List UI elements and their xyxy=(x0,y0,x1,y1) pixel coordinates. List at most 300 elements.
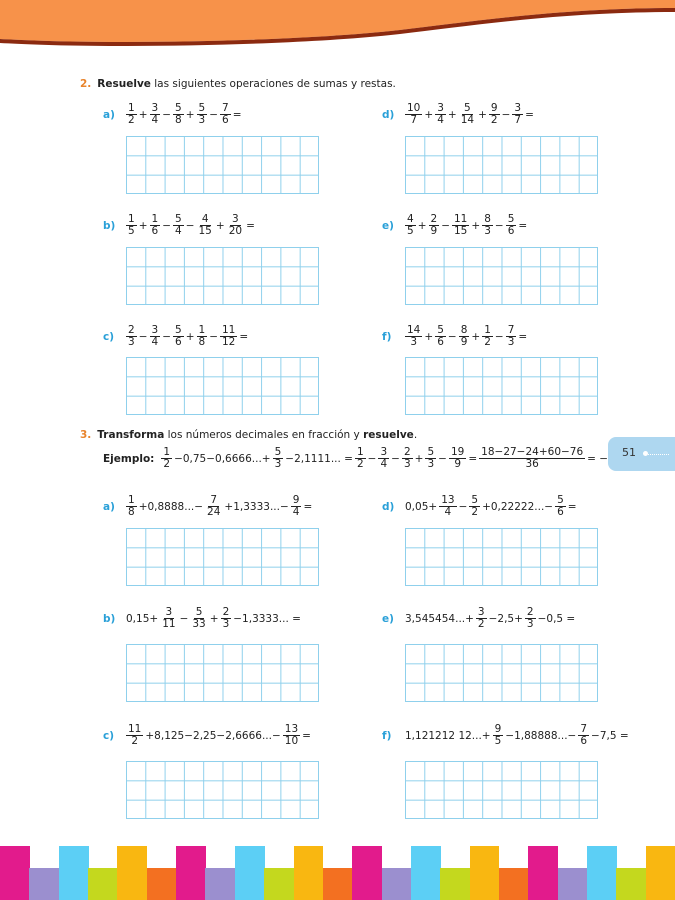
numerator: 2 xyxy=(430,213,438,225)
fraction xyxy=(506,214,517,237)
operator-text: = xyxy=(518,330,528,343)
operator-text: 3,545454...+ xyxy=(405,612,474,625)
item-expression xyxy=(404,325,528,348)
numerator: 1 xyxy=(151,213,159,225)
fraction xyxy=(126,103,137,126)
fraction xyxy=(439,495,456,518)
item-label: c) xyxy=(103,729,115,742)
denominator: 4 xyxy=(151,114,159,127)
exercise-2-heading xyxy=(80,78,396,90)
item-label: d) xyxy=(382,500,395,513)
numerator: 11 xyxy=(222,324,236,336)
operator-text: − xyxy=(494,330,504,343)
operator-text: +1,3333...− xyxy=(224,500,289,513)
operator-text: − xyxy=(494,219,504,232)
numerator: 1 xyxy=(163,446,171,458)
numerator: 2 xyxy=(403,446,411,458)
denominator: 6 xyxy=(557,506,564,519)
exercise-3-item-b xyxy=(103,607,302,630)
operator-text: + xyxy=(185,330,195,343)
denominator: 2 xyxy=(471,506,479,519)
denominator: 14 xyxy=(460,114,475,127)
fraction xyxy=(555,495,566,518)
fraction xyxy=(205,495,222,518)
numerator: 3 xyxy=(477,606,485,618)
denominator: 3 xyxy=(427,458,435,471)
denominator: 3 xyxy=(198,114,206,127)
operator-text: + xyxy=(215,219,225,232)
operator-text: + xyxy=(417,219,427,232)
denominator: 33 xyxy=(192,618,206,631)
denominator: 11 xyxy=(162,618,176,631)
denominator: 8 xyxy=(198,336,206,349)
answer-grid-3c[interactable] xyxy=(126,761,319,819)
denominator: 2 xyxy=(477,618,485,631)
operator-text: = − xyxy=(587,452,609,465)
denominator: 2 xyxy=(163,458,171,471)
denominator: 8 xyxy=(175,114,182,127)
strip-block xyxy=(499,868,529,900)
denominator: 5 xyxy=(128,225,135,238)
denominator: 6 xyxy=(151,225,159,238)
item-label: c) xyxy=(103,330,115,343)
fraction xyxy=(355,447,366,470)
denominator: 3 xyxy=(274,458,282,471)
fraction xyxy=(479,447,585,470)
denominator: 2 xyxy=(131,735,139,748)
strip-block xyxy=(264,868,294,900)
item-expression xyxy=(125,607,302,630)
fraction xyxy=(221,607,232,630)
operator-text: = xyxy=(567,500,577,513)
exercise-3-item-c xyxy=(103,724,312,747)
fraction xyxy=(197,103,208,126)
operator-text: 0,15+ xyxy=(126,612,159,625)
operator-text: + xyxy=(414,452,424,465)
denominator: 36 xyxy=(525,458,539,471)
denominator: 4 xyxy=(380,458,388,471)
strip-block xyxy=(440,868,470,900)
fraction xyxy=(190,607,207,630)
strip-block xyxy=(323,868,353,900)
denominator: 2 xyxy=(490,114,498,127)
operator-text: − xyxy=(441,219,450,232)
fraction xyxy=(220,325,237,348)
answer-grid-3a[interactable] xyxy=(126,528,319,586)
operator-text: − xyxy=(162,330,171,343)
operator-text: + xyxy=(209,612,219,625)
strip-block xyxy=(616,868,646,900)
numerator: 3 xyxy=(151,324,159,336)
fraction xyxy=(469,495,480,518)
strip-block xyxy=(411,846,441,900)
numerator: 1 xyxy=(198,324,206,336)
numerator: 11 xyxy=(454,213,468,225)
exercise-2-item-f xyxy=(382,325,528,348)
operator-text: −0,75−0,6666...+ xyxy=(174,452,271,465)
numerator: 11 xyxy=(128,723,142,735)
item-expression xyxy=(404,495,578,518)
numerator: 1 xyxy=(128,102,135,114)
item-label: e) xyxy=(382,219,394,232)
operator-text: − xyxy=(138,330,148,343)
item-label: f) xyxy=(382,729,392,742)
operator-text: − xyxy=(209,108,218,121)
denominator: 9 xyxy=(430,225,438,238)
operator-text: = xyxy=(239,330,249,343)
fraction xyxy=(150,214,161,237)
fraction xyxy=(405,103,422,126)
strip-block xyxy=(294,846,324,900)
strip-block xyxy=(29,868,59,900)
item-expression xyxy=(404,724,630,747)
denominator: 9 xyxy=(454,458,461,471)
strip-block xyxy=(470,846,500,900)
denominator: 3 xyxy=(410,336,418,349)
denominator: 3 xyxy=(403,458,411,471)
denominator: 9 xyxy=(460,336,468,349)
item-label: b) xyxy=(103,219,116,232)
denominator: 2 xyxy=(128,114,135,127)
denominator: 2 xyxy=(484,336,491,349)
fraction xyxy=(126,325,137,348)
strip-block xyxy=(558,868,588,900)
strip-block xyxy=(88,868,118,900)
fraction xyxy=(150,103,161,126)
denominator: 15 xyxy=(198,225,212,238)
fraction xyxy=(405,214,416,237)
denominator: 2 xyxy=(356,458,364,471)
numerator: 5 xyxy=(198,102,206,114)
numerator: 3 xyxy=(380,446,388,458)
exercise-2-verb: Resuelve xyxy=(97,78,151,90)
numerator: 5 xyxy=(175,324,182,336)
operator-text: − xyxy=(438,452,447,465)
operator-text: − xyxy=(185,219,195,232)
answer-grid-2c[interactable] xyxy=(126,357,319,415)
operator-text: + xyxy=(471,219,481,232)
fraction xyxy=(425,447,436,470)
denominator: 15 xyxy=(454,225,468,238)
numerator: 5 xyxy=(437,324,444,336)
strip-block xyxy=(176,846,206,900)
fraction xyxy=(161,447,172,470)
operator-text: = xyxy=(232,108,242,121)
operator-text: − xyxy=(391,452,400,465)
fraction xyxy=(429,214,440,237)
denominator: 7 xyxy=(410,114,418,127)
numerator: 4 xyxy=(407,213,414,225)
operator-text: −1,88888...− xyxy=(505,729,577,742)
exercise-3-item-a xyxy=(103,495,313,518)
exercise-3-item-d xyxy=(382,495,578,518)
operator-text: = xyxy=(468,452,478,465)
denominator: 3 xyxy=(526,618,534,631)
item-expression xyxy=(404,103,535,126)
answer-grid-3b[interactable] xyxy=(126,644,319,702)
fraction xyxy=(291,495,302,518)
fraction xyxy=(435,103,446,126)
numerator: 13 xyxy=(441,494,455,506)
fraction xyxy=(459,103,476,126)
answer-grid-2d[interactable] xyxy=(405,136,598,194)
numerator: 3 xyxy=(232,213,239,225)
operator-text: = xyxy=(246,219,255,232)
numerator: 9 xyxy=(490,102,498,114)
numerator: 10 xyxy=(407,102,421,114)
operator-text: − xyxy=(501,108,511,121)
numerator: 1 xyxy=(484,324,491,336)
operator-text: − xyxy=(162,108,171,121)
numerator: 8 xyxy=(484,213,491,225)
numerator: 7 xyxy=(210,494,218,506)
numerator: 8 xyxy=(460,324,468,336)
operator-text: + xyxy=(471,330,481,343)
fraction xyxy=(578,724,589,747)
fraction xyxy=(150,325,161,348)
denominator: 4 xyxy=(175,225,182,238)
answer-grid-2e[interactable] xyxy=(405,247,598,305)
exercise-3-heading xyxy=(80,429,417,441)
operator-text: 1,121212 12...+ xyxy=(405,729,491,742)
exercise-3-verb2: resuelve xyxy=(363,429,414,441)
example-expression xyxy=(160,447,628,470)
operator-text: = xyxy=(303,500,313,513)
strip-block xyxy=(147,868,177,900)
denominator: 7 xyxy=(514,114,522,127)
fraction xyxy=(482,214,493,237)
fraction xyxy=(402,447,413,470)
answer-grid-3d[interactable] xyxy=(405,528,598,586)
fraction xyxy=(160,607,177,630)
fraction xyxy=(173,103,184,126)
operator-text: = xyxy=(518,219,528,232)
numerator: 1 xyxy=(128,213,135,225)
fraction xyxy=(197,325,208,348)
operator-text: −0,5 = xyxy=(537,612,576,625)
numerator: 13 xyxy=(284,723,299,735)
operator-text: −7,5 = xyxy=(591,729,629,742)
item-expression xyxy=(125,724,312,747)
denominator: 6 xyxy=(175,336,182,349)
numerator: 5 xyxy=(175,213,182,225)
operator-text: = xyxy=(302,729,311,742)
top-banner xyxy=(0,0,675,60)
page-tab-dotted-line xyxy=(645,454,669,455)
denominator: 20 xyxy=(228,225,243,238)
item-expression xyxy=(125,214,256,237)
denominator: 5 xyxy=(494,735,502,748)
numerator: 19 xyxy=(450,446,465,458)
operator-text: − xyxy=(447,330,457,343)
denominator: 12 xyxy=(222,336,236,349)
item-label: b) xyxy=(103,612,116,625)
denominator: 6 xyxy=(222,114,229,127)
operator-text: −1,3333... = xyxy=(233,612,301,625)
denominator: 4 xyxy=(151,336,159,349)
denominator: 3 xyxy=(222,618,230,631)
strip-block xyxy=(205,868,235,900)
item-label: a) xyxy=(103,500,115,513)
numerator: 3 xyxy=(437,102,444,114)
fraction xyxy=(273,447,284,470)
operator-text: − xyxy=(458,500,468,513)
fraction xyxy=(482,325,493,348)
fraction xyxy=(126,724,143,747)
numerator: 5 xyxy=(274,446,282,458)
operator-text: − xyxy=(367,452,377,465)
operator-text: + xyxy=(138,108,148,121)
operator-text: = xyxy=(525,108,534,121)
answer-grid-2b[interactable] xyxy=(126,247,319,305)
item-expression xyxy=(125,325,249,348)
fraction xyxy=(512,103,523,126)
numerator: 5 xyxy=(195,606,203,618)
exercise-3-number: 3. xyxy=(80,429,92,441)
operator-text: + xyxy=(185,108,195,121)
answer-grid-3f[interactable] xyxy=(405,761,598,819)
answer-grid-2a[interactable] xyxy=(126,136,319,194)
strip-block xyxy=(235,846,265,900)
strip-block xyxy=(382,868,412,900)
fraction xyxy=(449,447,466,470)
strip-block xyxy=(352,846,382,900)
fraction xyxy=(283,724,300,747)
numerator: 5 xyxy=(471,494,479,506)
operator-text: − xyxy=(209,330,218,343)
operator-text: +0,8888...− xyxy=(138,500,204,513)
fraction xyxy=(126,495,137,518)
strip-block xyxy=(646,846,675,900)
denominator: 6 xyxy=(507,225,515,238)
answer-grid-2f[interactable] xyxy=(405,357,598,415)
denominator: 6 xyxy=(437,336,444,349)
denominator: 8 xyxy=(128,506,135,519)
numerator: 1 xyxy=(128,494,135,506)
numerator: 7 xyxy=(222,102,229,114)
numerator: 5 xyxy=(507,213,515,225)
fraction xyxy=(405,325,422,348)
denominator: 3 xyxy=(128,336,135,349)
numerator: 14 xyxy=(407,324,421,336)
strip-block xyxy=(587,846,617,900)
denominator: 3 xyxy=(484,225,491,238)
operator-text: +8,125−2,25−2,6666...− xyxy=(145,729,281,742)
item-label: d) xyxy=(382,108,395,121)
operator-text: + xyxy=(138,219,148,232)
numerator: 9 xyxy=(494,723,502,735)
fraction xyxy=(489,103,500,126)
numerator: 2 xyxy=(526,606,534,618)
fraction xyxy=(506,325,517,348)
exercise-3-end: . xyxy=(413,429,418,441)
item-expression xyxy=(125,495,313,518)
operator-text: −2,1111... = xyxy=(285,452,353,465)
exercise-3-verb: Transforma xyxy=(97,429,165,441)
exercise-2-number: 2. xyxy=(80,78,92,90)
denominator: 6 xyxy=(580,735,588,748)
exercise-3-item-e xyxy=(382,607,576,630)
operator-text: − xyxy=(162,219,171,232)
fraction xyxy=(126,214,137,237)
fraction xyxy=(173,325,184,348)
strip-block xyxy=(59,846,89,900)
operator-text: + xyxy=(447,108,457,121)
fraction xyxy=(173,214,184,237)
page-number: 51 xyxy=(622,446,636,459)
numerator: 9 xyxy=(292,494,300,506)
operator-text: −2,5+ xyxy=(488,612,523,625)
operator-text: + xyxy=(424,108,434,121)
numerator: 4 xyxy=(201,213,209,225)
exercise-3-instruction: los números decimales en fracción y xyxy=(167,429,360,441)
operator-text: + xyxy=(424,330,434,343)
numerator: 1 xyxy=(356,446,364,458)
exercise-2-item-d xyxy=(382,103,535,126)
exercise-2-item-b xyxy=(103,214,256,237)
item-expression xyxy=(404,607,576,630)
fraction xyxy=(227,214,244,237)
fraction xyxy=(378,447,389,470)
fraction xyxy=(525,607,536,630)
numerator: 3 xyxy=(151,102,159,114)
item-label: f) xyxy=(382,330,392,343)
operator-text: + xyxy=(478,108,487,121)
answer-grid-3e[interactable] xyxy=(405,644,598,702)
item-label: a) xyxy=(103,108,115,121)
bottom-color-strip xyxy=(0,846,675,900)
denominator: 10 xyxy=(284,735,299,748)
example-row xyxy=(103,447,628,470)
item-expression xyxy=(404,214,528,237)
numerator: 5 xyxy=(464,102,471,114)
item-label: e) xyxy=(382,612,394,625)
fraction xyxy=(493,724,504,747)
numerator: 18−27−24+60−76 xyxy=(481,446,584,458)
exercise-3-item-f xyxy=(382,724,630,747)
strip-block xyxy=(528,846,558,900)
operator-text: 0,05+ xyxy=(405,500,438,513)
numerator: 7 xyxy=(580,723,588,735)
numerator: 2 xyxy=(222,606,230,618)
operator-text: +0,22222...− xyxy=(482,500,554,513)
numerator: 3 xyxy=(165,606,173,618)
numerator: 5 xyxy=(427,446,435,458)
fraction xyxy=(220,103,231,126)
denominator: 4 xyxy=(292,506,300,519)
example-label: Ejemplo: xyxy=(103,452,155,465)
numerator: 7 xyxy=(507,324,515,336)
denominator: 24 xyxy=(207,506,221,519)
denominator: 4 xyxy=(437,114,444,127)
exercise-2-item-e xyxy=(382,214,528,237)
fraction xyxy=(459,325,470,348)
numerator: 3 xyxy=(514,102,522,114)
fraction xyxy=(476,607,487,630)
exercise-2-instruction: las siguientes operaciones de sumas y restas. xyxy=(154,78,396,90)
exercise-2-item-a xyxy=(103,103,243,126)
denominator: 3 xyxy=(507,336,515,349)
operator-text: − xyxy=(179,612,189,625)
strip-block xyxy=(0,846,30,900)
numerator: 2 xyxy=(128,324,135,336)
numerator: 5 xyxy=(175,102,182,114)
denominator: 5 xyxy=(407,225,414,238)
exercise-2-item-c xyxy=(103,325,249,348)
fraction xyxy=(435,325,446,348)
fraction xyxy=(452,214,469,237)
strip-block xyxy=(117,846,147,900)
